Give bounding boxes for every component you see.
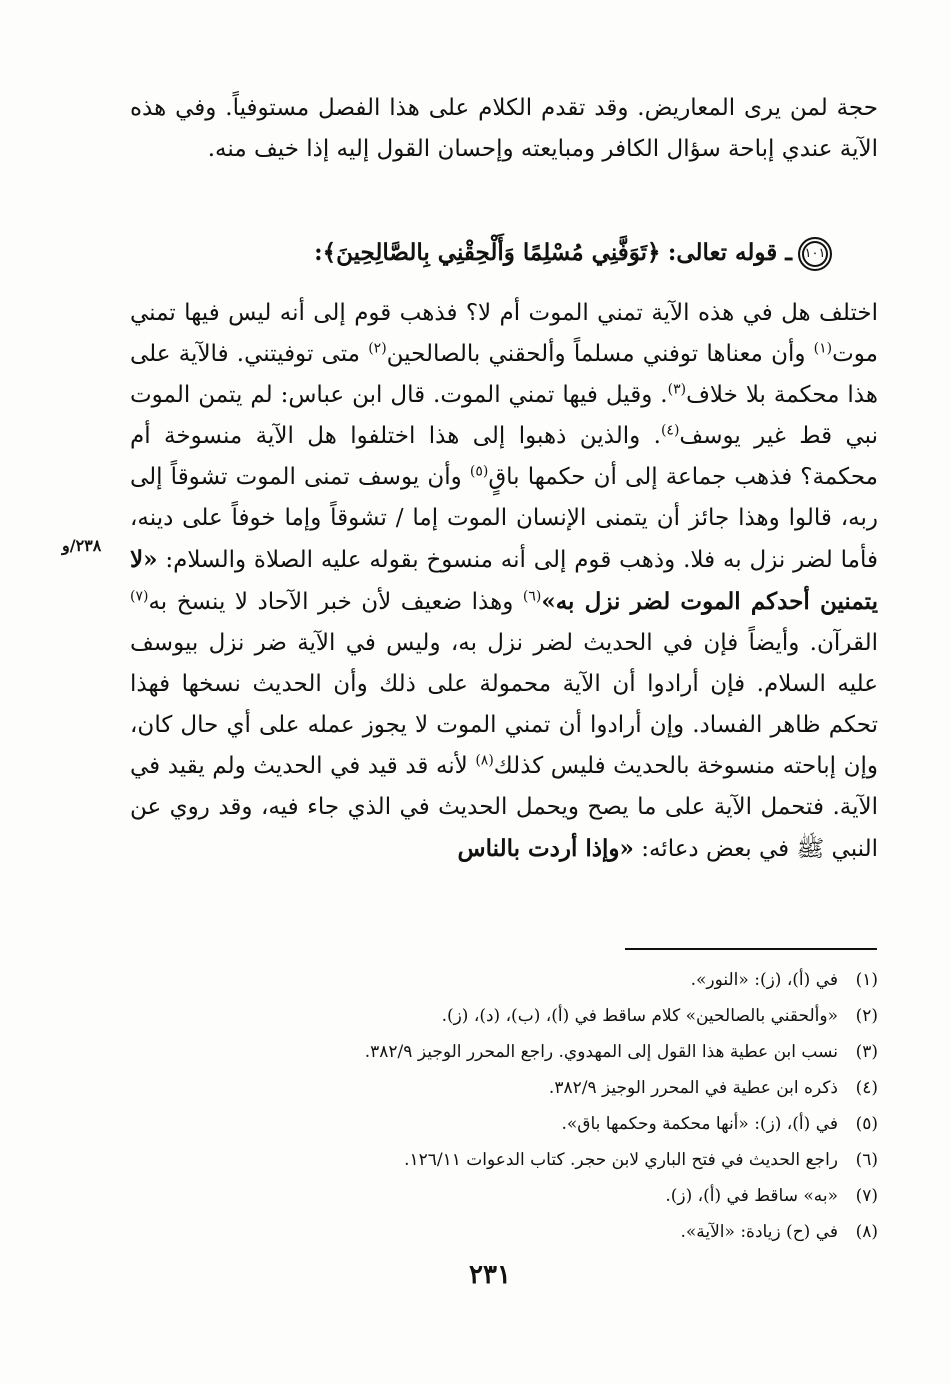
footnote-text: «به» ساقط في (أ)، (ز).	[665, 1186, 838, 1206]
intro-text: حجة لمن يرى المعاريض. وقد تقدم الكلام على هذا الفصل مستوفياً. وفي هذه الآية عندي إباحة سؤال الكافر ومبايعته وإحسان القول إليه إذا خيف منه.	[130, 95, 878, 162]
body-text-8: القرآن. وأيضاً فإن في الحديث لضر نزل به، وليس في الآية ضر نزل بيوسف عليه السلام. فإن أرادوا أن الآية محمولة على ذلك وأن الحديث نسخها فهذا تحكم ظاهر الفساد. وإن أرادوا أن تمني الموت لا يجوز عمله على أي حال كان، وإن إباحته منسوخة بالحديث فليس كذلك	[130, 630, 878, 779]
footnote-item	[200, 1106, 878, 1142]
body-text-1: اختلف هل في هذه الآية تمني الموت أم لا؟ فذهب قوم إلى أنه ليس فيها تمني موت	[130, 300, 878, 367]
footnote-number: (٤)	[855, 1078, 878, 1098]
footnote-number: (٥)	[855, 1114, 878, 1134]
footnote-ref-7[interactable]: (٧)	[130, 588, 149, 605]
footnote-item	[200, 1070, 878, 1106]
footnote-item	[200, 1142, 878, 1178]
footnote-text: ذكره ابن عطية في المحرر الوجيز ٣٨٢/٩.	[548, 1078, 838, 1098]
footnote-number: (٦)	[855, 1150, 878, 1170]
footnote-text: في (أ)، (ز): «النور».	[690, 970, 838, 990]
footnote-divider	[625, 948, 877, 950]
verse-number-badge: ١٠١	[798, 237, 832, 271]
footnote-number: (٢)	[855, 1006, 878, 1026]
hadith-quote-1: «لا يتمنين أحدكم الموت لضر نزل به»	[130, 546, 878, 615]
verse-heading	[290, 233, 832, 273]
footnote-ref-5[interactable]: (٥)	[469, 463, 489, 480]
footnote-number: (١)	[855, 970, 878, 990]
footnote-text: في (ح) زيادة: «الآية».	[680, 1222, 838, 1242]
footnote-text: راجع الحديث في فتح الباري لابن حجر. كتاب الدعوات ١٢٦/١١.	[404, 1150, 838, 1170]
hadith-quote-2: «وإذا أردت بالناس	[457, 835, 634, 862]
footnote-text: نسب ابن عطية هذا القول إلى المهدوي. راجع المحرر الوجيز ٣٨٢/٩.	[364, 1042, 838, 1062]
body-paragraph	[130, 293, 878, 870]
heading-prefix: ـ قوله تعالى:	[667, 239, 792, 266]
footnote-text: في (أ)، (ز): «أنها محكمة وحكمها باق».	[561, 1114, 838, 1134]
page-number: ٢٣١	[469, 1260, 511, 1290]
footnote-number: (٣)	[855, 1042, 878, 1062]
body-text-9: لأنه قد قيد في الحديث ولم يقيد في الآية. فتحمل الآية على ما يصح ويحمل الحديث في الذي جاء فيه، وقد روي عن النبي ﷺ في بعض دعائه:	[130, 753, 878, 862]
footnote-item	[200, 1178, 878, 1214]
footnote-item	[200, 962, 878, 998]
footnote-item	[200, 998, 878, 1034]
footnote-ref-6[interactable]: (٦)	[522, 588, 542, 605]
body-text-2: وأن معناها توفني مسلماً وألحقني بالصالحين	[386, 341, 814, 367]
footnote-item	[200, 1214, 878, 1250]
body-text-5: . والذين ذهبوا إلى هذا اختلفوا هل الآية منسوخة أم محكمة؟ فذهب جماعة إلى أن حكمها باقٍ	[130, 423, 879, 490]
footnote-ref-2[interactable]: (٢)	[368, 340, 387, 357]
footnote-ref-8[interactable]: (٨)	[475, 752, 494, 769]
footnote-text: «وألحقني بالصالحين» كلام ساقط في (أ)، (ب)، (د)، (ز).	[441, 1006, 838, 1026]
body-text-6: وأن يوسف تمنى الموت تشوقاً إلى ربه، قالوا وهذا جائز أن يتمنى الإنسان الموت إما / تشوقاً وإما خوفاً على دينه، فأما لضر نزل به فلا. وذهب قوم إلى أنه منسوخ بقوله عليه الصلاة والسلام:	[130, 464, 878, 573]
body-text-7: وهذا ضعيف لأن خبر الآحاد لا ينسخ به	[148, 589, 523, 615]
main-body	[130, 293, 878, 870]
footnote-item	[200, 1034, 878, 1070]
intro-paragraph	[130, 88, 878, 170]
quran-verse: ﴿تَوَفَّنِي مُسْلِمًا وَأَلْحِقْنِي بِالصَّالِحِينَ﴾:	[314, 239, 661, 266]
footnote-number: (٨)	[855, 1222, 878, 1242]
body-text-4: . وقيل فيها تمني الموت. قال ابن عباس: لم يتمن الموت نبي قط غير يوسف	[130, 382, 878, 449]
footnote-number: (٧)	[855, 1186, 878, 1206]
footnote-ref-3[interactable]: (٣)	[667, 381, 687, 398]
footnote-ref-4[interactable]: (٤)	[660, 422, 680, 439]
footnotes-section	[200, 962, 878, 1250]
footnote-ref-1[interactable]: (١)	[813, 340, 833, 357]
manuscript-folio-marker: ٢٣٨/و	[62, 536, 102, 555]
body-text-3: متى توفيتني. فالآية على هذا محكمة بلا خلاف	[130, 341, 878, 408]
